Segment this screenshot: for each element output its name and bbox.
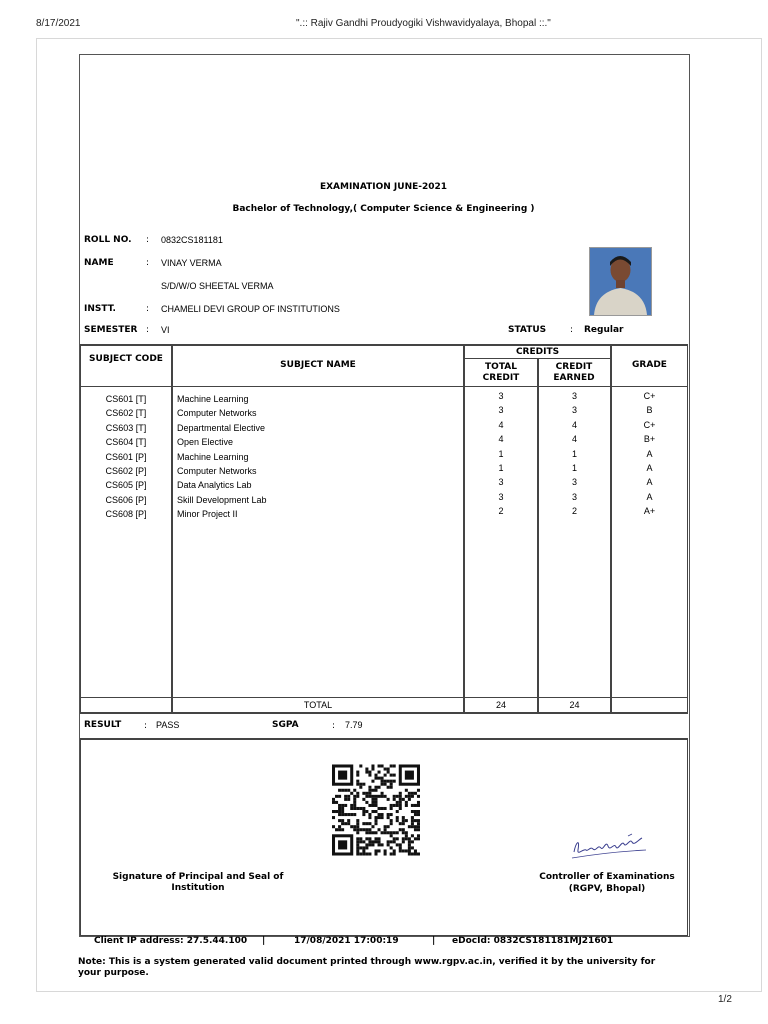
name-value: VINAY VERMA <box>161 258 222 268</box>
total-credit-value: 24 <box>495 700 506 710</box>
cell-grade: B <box>646 405 653 416</box>
edoc-id: eDocId: 0832CS181181MJ21601 <box>452 936 614 946</box>
cell-credit-earned: 1 <box>571 463 577 473</box>
cell-grade: C+ <box>643 419 656 430</box>
cell-total-credit: 3 <box>498 405 504 416</box>
header-subject-code: SUBJECT CODE <box>89 354 163 364</box>
cell-grade: A <box>646 448 653 459</box>
sgpa-label: SGPA <box>272 720 299 730</box>
controller-label-line1: Controller of Examinations <box>539 872 675 882</box>
sgpa-value: 7.79 <box>345 720 363 730</box>
cell-code: CS601 [T] <box>105 394 147 404</box>
principal-signature-label: Signature of Principal and Seal of Institution <box>112 872 284 893</box>
semester-value: VI <box>161 325 170 335</box>
controller-label-line2: (RGPV, Bhopal) <box>568 884 646 894</box>
total-earned-value: 24 <box>569 700 580 710</box>
col-divider-1 <box>171 344 173 713</box>
result-label: RESULT <box>84 720 122 730</box>
roll-label: ROLL NO. <box>84 235 132 245</box>
header-credits: CREDITS <box>515 347 560 357</box>
cell-credit-earned: 2 <box>571 506 577 517</box>
cell-code: CS606 [P] <box>105 494 147 505</box>
total-label: TOTAL <box>303 700 333 710</box>
semester-sep: : <box>146 325 150 335</box>
roll-sep: : <box>146 235 150 245</box>
exam-title: EXAMINATION JUNE-2021 <box>319 182 448 192</box>
cell-subject-name: Departmental Elective <box>177 422 266 433</box>
print-title: ".:: Rajiv Gandhi Proudyogiki Vishwavidyalaya, Bhopal ::." <box>296 18 551 29</box>
instt-label: INSTT. <box>84 304 116 314</box>
name-sep: : <box>146 258 150 268</box>
cell-code: CS602 [P] <box>105 466 147 476</box>
cell-credit-earned: 4 <box>571 419 577 430</box>
instt-value: CHAMELI DEVI GROUP OF INSTITUTIONS <box>161 304 340 314</box>
relation-value: S/D/W/O SHEETAL VERMA <box>161 281 274 291</box>
status-sep: : <box>570 325 574 335</box>
cell-grade: B+ <box>643 434 656 445</box>
header-subject-name: SUBJECT NAME <box>280 360 356 370</box>
cell-subject-name: Computer Networks <box>177 466 257 476</box>
cell-total-credit: 3 <box>498 491 504 502</box>
roll-value: 0832CS181181 <box>161 235 223 245</box>
cell-subject-name: Machine Learning <box>177 451 249 462</box>
cell-grade: A <box>646 491 653 502</box>
student-photo <box>589 247 652 316</box>
result-value: PASS <box>156 720 180 730</box>
footer-divider-1: | <box>262 936 266 946</box>
cell-grade: C+ <box>643 391 656 401</box>
status-value: Regular <box>584 325 624 335</box>
cell-code: CS604 [T] <box>105 437 147 448</box>
header-grade: GRADE <box>632 360 667 370</box>
cell-credit-earned: 3 <box>571 491 577 502</box>
footer-divider-2: | <box>432 936 436 946</box>
cell-credit-earned: 3 <box>571 391 577 401</box>
cell-credit-earned: 3 <box>571 405 577 416</box>
cell-total-credit: 3 <box>498 391 504 401</box>
cell-grade: A <box>646 477 653 488</box>
cell-credit-earned: 1 <box>571 448 577 459</box>
controller-signature <box>568 828 648 862</box>
status-label: STATUS <box>508 325 547 335</box>
cell-credit-earned: 4 <box>571 434 577 445</box>
page-number: 1/2 <box>718 994 732 1005</box>
footer-note: Note: This is a system generated valid document printed through www.rgpv.ac.in, verified it by the university for your purpose. <box>78 957 656 978</box>
cell-subject-name: Minor Project II <box>177 509 238 520</box>
sig-left-border <box>80 740 81 936</box>
cell-code: CS601 [P] <box>105 451 147 462</box>
client-ip: Client IP address: 27.5.44.100 <box>94 936 248 946</box>
cell-total-credit: 4 <box>498 434 504 445</box>
cell-subject-name: Data Analytics Lab <box>177 480 252 491</box>
qr-code <box>332 764 420 856</box>
result-sep: : <box>144 721 148 731</box>
result-bottom-line <box>80 738 688 740</box>
program-title: Bachelor of Technology,( Computer Science & Engineering ) <box>232 204 535 214</box>
cell-subject-name: Computer Networks <box>177 408 257 419</box>
cell-credit-earned: 3 <box>571 477 577 488</box>
cell-subject-name: Open Elective <box>177 437 234 448</box>
table-right-border <box>687 344 688 713</box>
cell-subject-name: Machine Learning <box>177 394 249 404</box>
cell-total-credit: 1 <box>498 463 504 473</box>
cell-total-credit: 2 <box>498 506 504 517</box>
sig-right-border <box>687 740 688 936</box>
name-label: NAME <box>84 258 114 268</box>
cell-grade: A+ <box>643 506 656 517</box>
print-date: 8/17/2021 <box>36 18 81 29</box>
header-total-credit: TOTAL CREDIT <box>482 362 520 383</box>
header-credit-earned: CREDIT EARNED <box>553 362 595 383</box>
instt-sep: : <box>146 304 150 314</box>
cell-subject-name: Skill Development Lab <box>177 494 267 505</box>
cell-code: CS602 [T] <box>105 408 147 419</box>
cell-code: CS605 [P] <box>105 480 147 491</box>
cell-code: CS608 [P] <box>105 509 147 520</box>
cell-total-credit: 3 <box>498 477 504 488</box>
print-datetime: 17/08/2021 17:00:19 <box>294 936 399 946</box>
sgpa-sep: : <box>332 721 336 731</box>
semester-label: SEMESTER <box>84 325 138 335</box>
cell-total-credit: 4 <box>498 419 504 430</box>
cell-grade: A <box>646 463 653 473</box>
cell-total-credit: 1 <box>498 448 504 459</box>
cell-code: CS603 [T] <box>105 422 147 433</box>
